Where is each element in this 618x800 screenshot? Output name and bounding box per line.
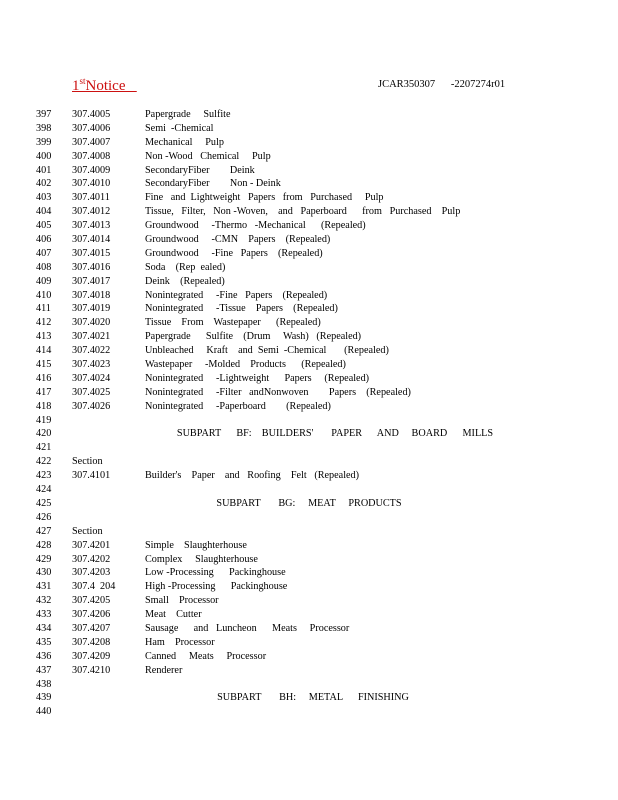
line-number: 409 xyxy=(36,275,52,287)
line-number: 431 xyxy=(36,581,52,593)
section-title: Ham Processor xyxy=(145,636,215,648)
line-number: 432 xyxy=(36,595,52,607)
section-number: 307.4010 xyxy=(72,178,111,190)
line-number: 397 xyxy=(36,109,52,120)
section-number: 307.4016 xyxy=(72,261,111,273)
section-title: Unbleached Kraft and Semi -Chemical (Repealed) xyxy=(145,345,389,357)
document-line xyxy=(0,289,618,303)
line-number: 419 xyxy=(36,414,52,426)
line-number: 429 xyxy=(36,553,52,565)
section-number: 307.4012 xyxy=(72,206,111,218)
line-number: 428 xyxy=(36,539,52,551)
line-number: 402 xyxy=(36,178,52,190)
section-title: Renderer xyxy=(145,664,183,676)
line-number: 422 xyxy=(36,456,52,468)
document-line xyxy=(0,539,618,553)
section-title: Non -Wood Chemical Pulp xyxy=(145,150,271,162)
line-number: 410 xyxy=(36,289,52,301)
section-number: 307.4018 xyxy=(72,289,111,301)
document-line xyxy=(0,705,618,719)
line-number: 398 xyxy=(36,122,52,134)
section-number: 307.4 204 xyxy=(72,581,116,593)
line-number: 430 xyxy=(36,567,52,579)
section-number: 307.4024 xyxy=(72,372,111,384)
section-title: Papergrade Sulfite (Drum Wash) (Repealed) xyxy=(145,331,362,343)
line-number: 423 xyxy=(36,470,52,482)
section-number: 307.4206 xyxy=(72,609,111,621)
section-number: 307.4208 xyxy=(72,636,111,648)
section-title: Low -Processing Packinghouse xyxy=(145,567,286,579)
jcar-code: JCAR350307 -2207274r01 xyxy=(378,79,506,90)
document-line xyxy=(0,344,618,358)
section-title: Nonintegrated -Fine Papers (Repealed) xyxy=(145,289,328,301)
document-line xyxy=(0,164,618,178)
section-number: 307.4019 xyxy=(72,303,111,315)
document-line xyxy=(0,650,618,664)
line-number: 416 xyxy=(36,372,52,384)
subpart-heading: SUBPART BG: MEAT PRODUCTS xyxy=(216,497,402,509)
document-line xyxy=(0,219,618,233)
line-number: 404 xyxy=(36,206,52,218)
line-number: 436 xyxy=(36,650,52,662)
section-number: 307.4026 xyxy=(72,400,111,412)
document-line xyxy=(0,622,618,636)
notice-label xyxy=(72,76,137,95)
document-line xyxy=(0,594,618,608)
line-number: 424 xyxy=(36,484,52,496)
document-line xyxy=(0,497,618,511)
document-line xyxy=(0,177,618,191)
document-line xyxy=(0,136,618,150)
line-number: 418 xyxy=(36,400,52,412)
document-line xyxy=(0,553,618,567)
section-number: Section xyxy=(72,456,103,468)
document-line xyxy=(0,372,618,386)
section-title: Simple Slaughterhouse xyxy=(145,539,247,551)
section-number: 307.4207 xyxy=(72,622,111,634)
section-title: Nonintegrated -Paperboard (Repealed) xyxy=(145,400,331,412)
notice-superscript: st xyxy=(79,76,86,86)
line-number: 426 xyxy=(36,511,52,523)
line-number: 439 xyxy=(36,692,52,704)
document-line xyxy=(0,664,618,678)
document-line xyxy=(0,122,618,136)
section-title: Fine and Lightweight Papers from Purchased Pulp xyxy=(145,192,384,204)
line-number: 421 xyxy=(36,442,52,454)
document-line xyxy=(0,330,618,344)
notice-number: 1 xyxy=(72,78,80,94)
document-line xyxy=(0,414,618,428)
section-title: Wastepaper -Molded Products (Repealed) xyxy=(145,359,346,371)
line-number: 420 xyxy=(36,428,52,440)
document-line xyxy=(0,511,618,525)
document-line xyxy=(0,316,618,330)
line-number: 408 xyxy=(36,261,52,273)
document-line xyxy=(0,469,618,483)
section-number: 307.4015 xyxy=(72,247,111,259)
section-number: 307.4022 xyxy=(72,345,111,357)
section-title: Canned Meats Processor xyxy=(145,650,267,662)
document-line xyxy=(0,427,618,441)
line-number: 417 xyxy=(36,386,52,398)
document-line xyxy=(0,150,618,164)
section-number: 307.4101 xyxy=(72,470,111,482)
document-line xyxy=(0,455,618,469)
line-number: 425 xyxy=(36,497,52,509)
line-number: 400 xyxy=(36,150,52,162)
document-line xyxy=(0,275,618,289)
section-number: 307.4020 xyxy=(72,317,111,329)
document-line xyxy=(0,261,618,275)
section-title: Complex Slaughterhouse xyxy=(145,553,258,565)
section-number: 307.4202 xyxy=(72,553,111,565)
section-number: 307.4017 xyxy=(72,275,111,287)
line-number: 440 xyxy=(36,706,52,718)
document-line xyxy=(0,205,618,219)
section-title: Sausage and Luncheon Meats Processor xyxy=(145,622,350,634)
document-line xyxy=(0,191,618,205)
document-line xyxy=(0,386,618,400)
section-number: 307.4209 xyxy=(72,650,111,662)
section-title: Semi -Chemical xyxy=(145,122,214,134)
section-number: 307.4203 xyxy=(72,567,111,579)
line-number: 412 xyxy=(36,317,52,329)
section-number: 307.4008 xyxy=(72,150,111,162)
section-number: 307.4005 xyxy=(72,109,111,120)
section-number: 307.4011 xyxy=(72,192,110,204)
section-title: Tissue, Filter, Non -Woven, and Paperboard from Purchased Pulp xyxy=(145,206,461,218)
section-number: 307.4201 xyxy=(72,539,111,551)
line-number: 401 xyxy=(36,164,52,176)
document-line xyxy=(0,108,618,122)
section-title: SecondaryFiber Non - Deink xyxy=(145,178,281,190)
line-number: 414 xyxy=(36,345,52,357)
document-line xyxy=(0,483,618,497)
section-title: Papergrade Sulfite xyxy=(145,109,231,120)
document-line xyxy=(0,358,618,372)
document-line xyxy=(0,233,618,247)
section-title: Groundwood -Thermo -Mechanical (Repealed) xyxy=(145,220,366,232)
subpart-heading: SUBPART BF: BUILDERS' PAPER AND BOARD MILLS xyxy=(176,428,494,440)
line-number: 434 xyxy=(36,622,52,634)
line-number: 415 xyxy=(36,359,52,371)
section-number: 307.4210 xyxy=(72,664,111,676)
document-line xyxy=(0,247,618,261)
page-header xyxy=(0,74,618,98)
section-title: SecondaryFiber Deink xyxy=(145,164,255,176)
document-line xyxy=(0,302,618,316)
document-line xyxy=(0,441,618,455)
document-line xyxy=(0,678,618,692)
section-title: Groundwood -Fine Papers (Repealed) xyxy=(145,247,323,259)
section-number: 307.4021 xyxy=(72,331,111,343)
document-line xyxy=(0,525,618,539)
section-title: Deink (Repealed) xyxy=(145,275,225,287)
line-number: 438 xyxy=(36,678,52,690)
section-title: Tissue From Wastepaper (Repealed) xyxy=(145,317,321,329)
document-line xyxy=(0,580,618,594)
section-title: High -Processing Packinghouse xyxy=(145,581,288,593)
line-number: 413 xyxy=(36,331,52,343)
line-number: 433 xyxy=(36,609,52,621)
section-title: Nonintegrated -Lightweight Papers (Repealed) xyxy=(145,372,370,384)
line-number: 407 xyxy=(36,247,52,259)
section-number: 307.4014 xyxy=(72,234,111,246)
line-number: 399 xyxy=(36,136,52,148)
line-number: 405 xyxy=(36,220,52,232)
section-title: Soda (Rep ealed) xyxy=(145,261,226,273)
section-number: 307.4023 xyxy=(72,359,111,371)
line-number: 406 xyxy=(36,234,52,246)
document-line xyxy=(0,636,618,650)
line-number: 403 xyxy=(36,192,52,204)
notice-text: Notice xyxy=(85,78,126,94)
section-number: 307.4013 xyxy=(72,220,111,232)
section-title: Mechanical Pulp xyxy=(145,136,224,148)
document-line xyxy=(0,400,618,414)
section-title: Groundwood -CMN Papers (Repealed) xyxy=(145,234,331,246)
section-title: Meat Cutter xyxy=(145,609,202,621)
section-number: 307.4205 xyxy=(72,595,111,607)
section-number: 307.4006 xyxy=(72,122,111,134)
subpart-heading: SUBPART BH: METAL FINISHING xyxy=(217,692,409,704)
line-number: 427 xyxy=(36,525,52,537)
document-line xyxy=(0,566,618,580)
section-title: Nonintegrated -Tissue Papers (Repealed) xyxy=(145,303,338,315)
document-body xyxy=(0,108,618,719)
section-title: Small Processor xyxy=(145,595,219,607)
section-title: Builder's Paper and Roofing Felt (Repealed) xyxy=(145,470,360,482)
line-number: 437 xyxy=(36,664,52,676)
document-line xyxy=(0,608,618,622)
section-title: Nonintegrated -Filter andNonwoven Papers (Repealed) xyxy=(145,386,411,398)
section-number: 307.4009 xyxy=(72,164,111,176)
line-number: 411 xyxy=(36,303,51,315)
line-number: 435 xyxy=(36,636,52,648)
section-number: Section xyxy=(72,525,103,537)
section-number: 307.4025 xyxy=(72,386,111,398)
document-line xyxy=(0,691,618,705)
section-number: 307.4007 xyxy=(72,136,111,148)
